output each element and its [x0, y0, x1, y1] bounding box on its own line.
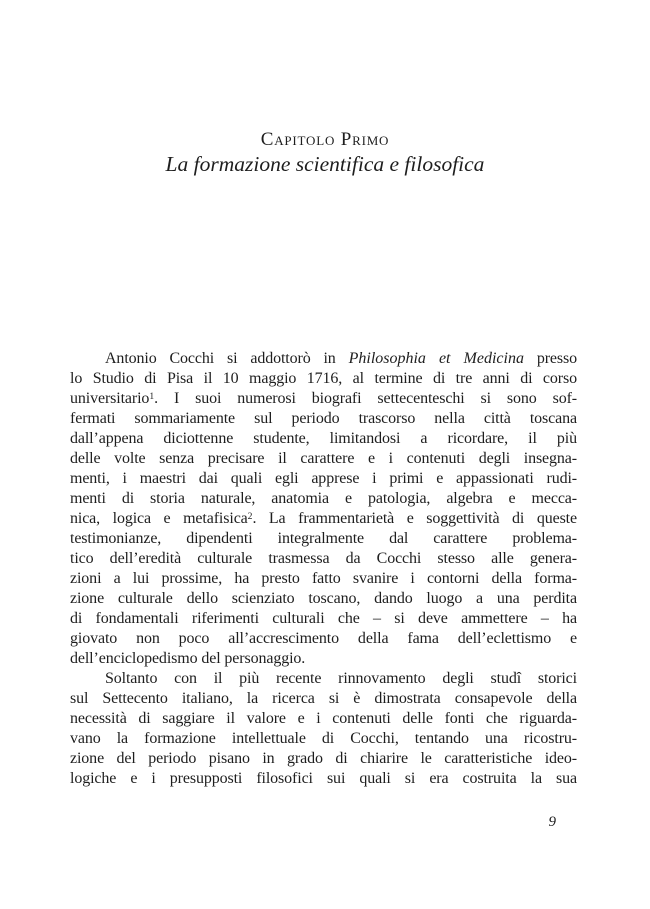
text-line: zione culturale dello scienziato toscano, dando luogo a una perdita — [70, 590, 577, 607]
text-line: menti, i maestri dai quali egli apprese i primi e appassionati rudi- — [70, 470, 577, 487]
text-line: zione del periodo pisano in grado di chiarire le caratteristiche ideo- — [70, 750, 577, 767]
chapter-number: Capitolo Primo — [260, 129, 390, 150]
text-line: testimonianze, dipendenti integralmente dal carattere problema- — [70, 530, 577, 547]
text-line: fermati sommariamente sul periodo trascorso nella città toscana — [70, 410, 577, 427]
text-line: sul Settecento italiano, la ricerca si è dimostrata consapevole della — [70, 690, 577, 707]
text-line: vano la formazione intellettuale di Cocchi, tentando una ricostru- — [70, 730, 577, 747]
text-line: giovato non poco all’accrescimento della fama dell’eclettismo e — [70, 630, 577, 647]
page-number: 9 — [548, 814, 556, 830]
text-line: Antonio Cocchi si addottorò in Philosophia et Medicina presso — [105, 350, 577, 367]
text-line: dell’enciclopedismo del personaggio. — [70, 650, 306, 667]
text-line: tico dell’eredità culturale trasmessa da Cocchi stesso alle genera- — [70, 550, 577, 567]
text-line: dall’appena diciottenne studente, limitandosi a ricordare, il più — [70, 430, 577, 447]
text-line: lo Studio di Pisa il 10 maggio 1716, al termine di tre anni di corso — [70, 370, 577, 387]
chapter-title: La formazione scientifica e filosofica — [165, 152, 485, 176]
body-text — [70, 349, 577, 789]
text-line: di fondamentali riferimenti culturali che – si deve ammettere – ha — [70, 610, 577, 627]
text-line: logiche e i presupposti filosofici sui quali si era costruita la sua — [70, 770, 577, 787]
text-line: necessità di saggiare il valore e i contenuti delle fonti che riguarda- — [70, 710, 577, 727]
text-line: nica, logica e metafisica$^2$. La frammentarietà e soggettività di queste — [70, 510, 577, 527]
text-line: menti di storia naturale, anatomia e patologia, algebra e mecca- — [70, 490, 577, 507]
text-line: Soltanto con il più recente rinnovamento degli studî storici — [105, 670, 577, 687]
text-line: delle volte senza precisare il carattere e i contenuti degli insegna- — [70, 450, 577, 467]
text-line: universitario$^1$. I suoi numerosi biografi settecenteschi si sono sof- — [70, 390, 577, 407]
chapter-heading — [0, 129, 650, 178]
text-line: zioni a lui prossime, ha presto fatto svanire i contorni della forma- — [70, 570, 577, 587]
